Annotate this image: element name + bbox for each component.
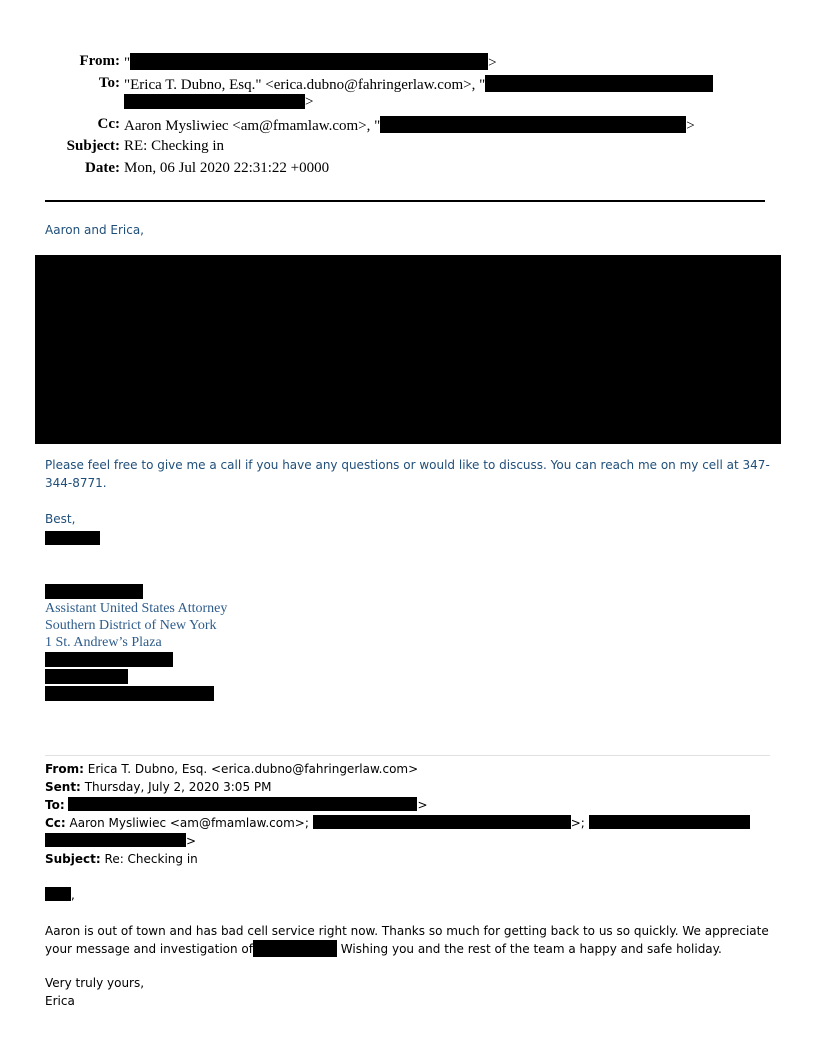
quoted-to-row	[45, 796, 428, 814]
greeting: Aaron and Erica,	[45, 223, 144, 237]
to-value: "Erica T. Dubno, Esq." <erica.dubno@fahringerlaw.com>, "	[124, 77, 486, 93]
quoted-divider	[45, 755, 770, 756]
quoted-name: Erica	[45, 994, 75, 1008]
redaction-block	[45, 531, 100, 545]
redaction-block	[45, 669, 128, 684]
signature-office: Southern District of New York	[45, 618, 217, 633]
redaction-block	[45, 584, 143, 599]
date-label: Date:	[85, 160, 120, 176]
quoted-subject-label: Subject:	[45, 852, 101, 866]
subject-label: Subject:	[66, 138, 120, 154]
from-suffix: >	[488, 55, 497, 71]
quoted-cc-row	[45, 814, 750, 832]
cc-value: Aaron Mysliwiec <am@fmamlaw.com>, "	[124, 118, 381, 134]
quoted-paragraph-line	[45, 940, 722, 958]
cc-label: Cc:	[97, 116, 120, 132]
cc-suffix: >	[686, 118, 695, 134]
signature-title: Assistant United States Attorney	[45, 601, 228, 616]
signature-address: 1 St. Andrew’s Plaza	[45, 635, 162, 650]
quoted-sent-label: Sent:	[45, 780, 81, 794]
redaction-block	[380, 116, 686, 133]
header-from-row	[0, 53, 816, 73]
redaction-block	[45, 652, 173, 667]
header-subject-row	[0, 138, 816, 158]
quoted-cc-mid: >;	[570, 816, 585, 830]
redaction-block	[45, 833, 186, 847]
from-label: From:	[79, 53, 120, 69]
quoted-to-suffix: >	[417, 798, 428, 812]
redaction-block	[485, 75, 713, 92]
signature-block	[45, 600, 227, 651]
quoted-greeting-suffix: ,	[71, 888, 75, 902]
quoted-paragraph-end: Wishing you and the rest of the team a happy and safe holiday.	[336, 942, 722, 956]
quoted-from-value: Erica T. Dubno, Esq. <erica.dubno@fahringerlaw.com>	[87, 762, 419, 776]
header-cc-row	[0, 116, 816, 136]
quoted-sent-row	[45, 778, 271, 796]
from-quote: "	[124, 55, 131, 71]
header-to-row-cont	[0, 94, 816, 114]
quoted-subject-value: Re: Checking in	[104, 852, 198, 866]
quoted-paragraph-start: your message and investigation of	[45, 942, 253, 956]
quoted-subject-row	[45, 850, 198, 868]
subject-value: RE: Checking in	[124, 138, 224, 154]
quoted-closing: Very truly yours,	[45, 976, 145, 990]
date-value: Mon, 06 Jul 2020 22:31:22 +0000	[124, 160, 330, 176]
header-to-row	[0, 75, 816, 95]
body-paragraph-line: 344-8771.	[45, 476, 107, 490]
quoted-to-label: To:	[45, 798, 65, 812]
body-paragraph-line: Please feel free to give me a call if you have any questions or would like to discuss. You can reach me on my cell at 347-	[45, 458, 770, 472]
quoted-from-row	[45, 760, 418, 778]
quoted-cc-row-cont	[45, 832, 196, 850]
header-date-row	[0, 160, 816, 180]
redaction-block	[313, 815, 571, 829]
redaction-block	[130, 53, 488, 70]
quoted-cc-suffix: >	[186, 834, 197, 848]
header-divider	[45, 200, 765, 202]
body-paragraph	[45, 456, 770, 492]
redaction-block	[35, 255, 781, 444]
redaction-block	[45, 887, 71, 901]
to-label: To:	[98, 75, 120, 91]
redaction-block	[124, 94, 305, 109]
quoted-sent-value: Thursday, July 2, 2020 3:05 PM	[84, 780, 272, 794]
quoted-cc-value: Aaron Mysliwiec <am@fmamlaw.com>;	[69, 816, 309, 830]
quoted-from-label: From:	[45, 762, 84, 776]
redaction-block	[589, 815, 750, 829]
quoted-cc-label: Cc:	[45, 816, 66, 830]
quoted-greeting	[45, 886, 75, 904]
redaction-block	[68, 797, 417, 811]
closing: Best,	[45, 512, 76, 526]
quoted-paragraph-line: Aaron is out of town and has bad cell service right now. Thanks so much for getting back to us so quickly. We appreciate	[45, 924, 769, 938]
redaction-block	[45, 686, 214, 701]
redaction-block	[253, 940, 337, 957]
to-suffix: >	[305, 94, 314, 110]
